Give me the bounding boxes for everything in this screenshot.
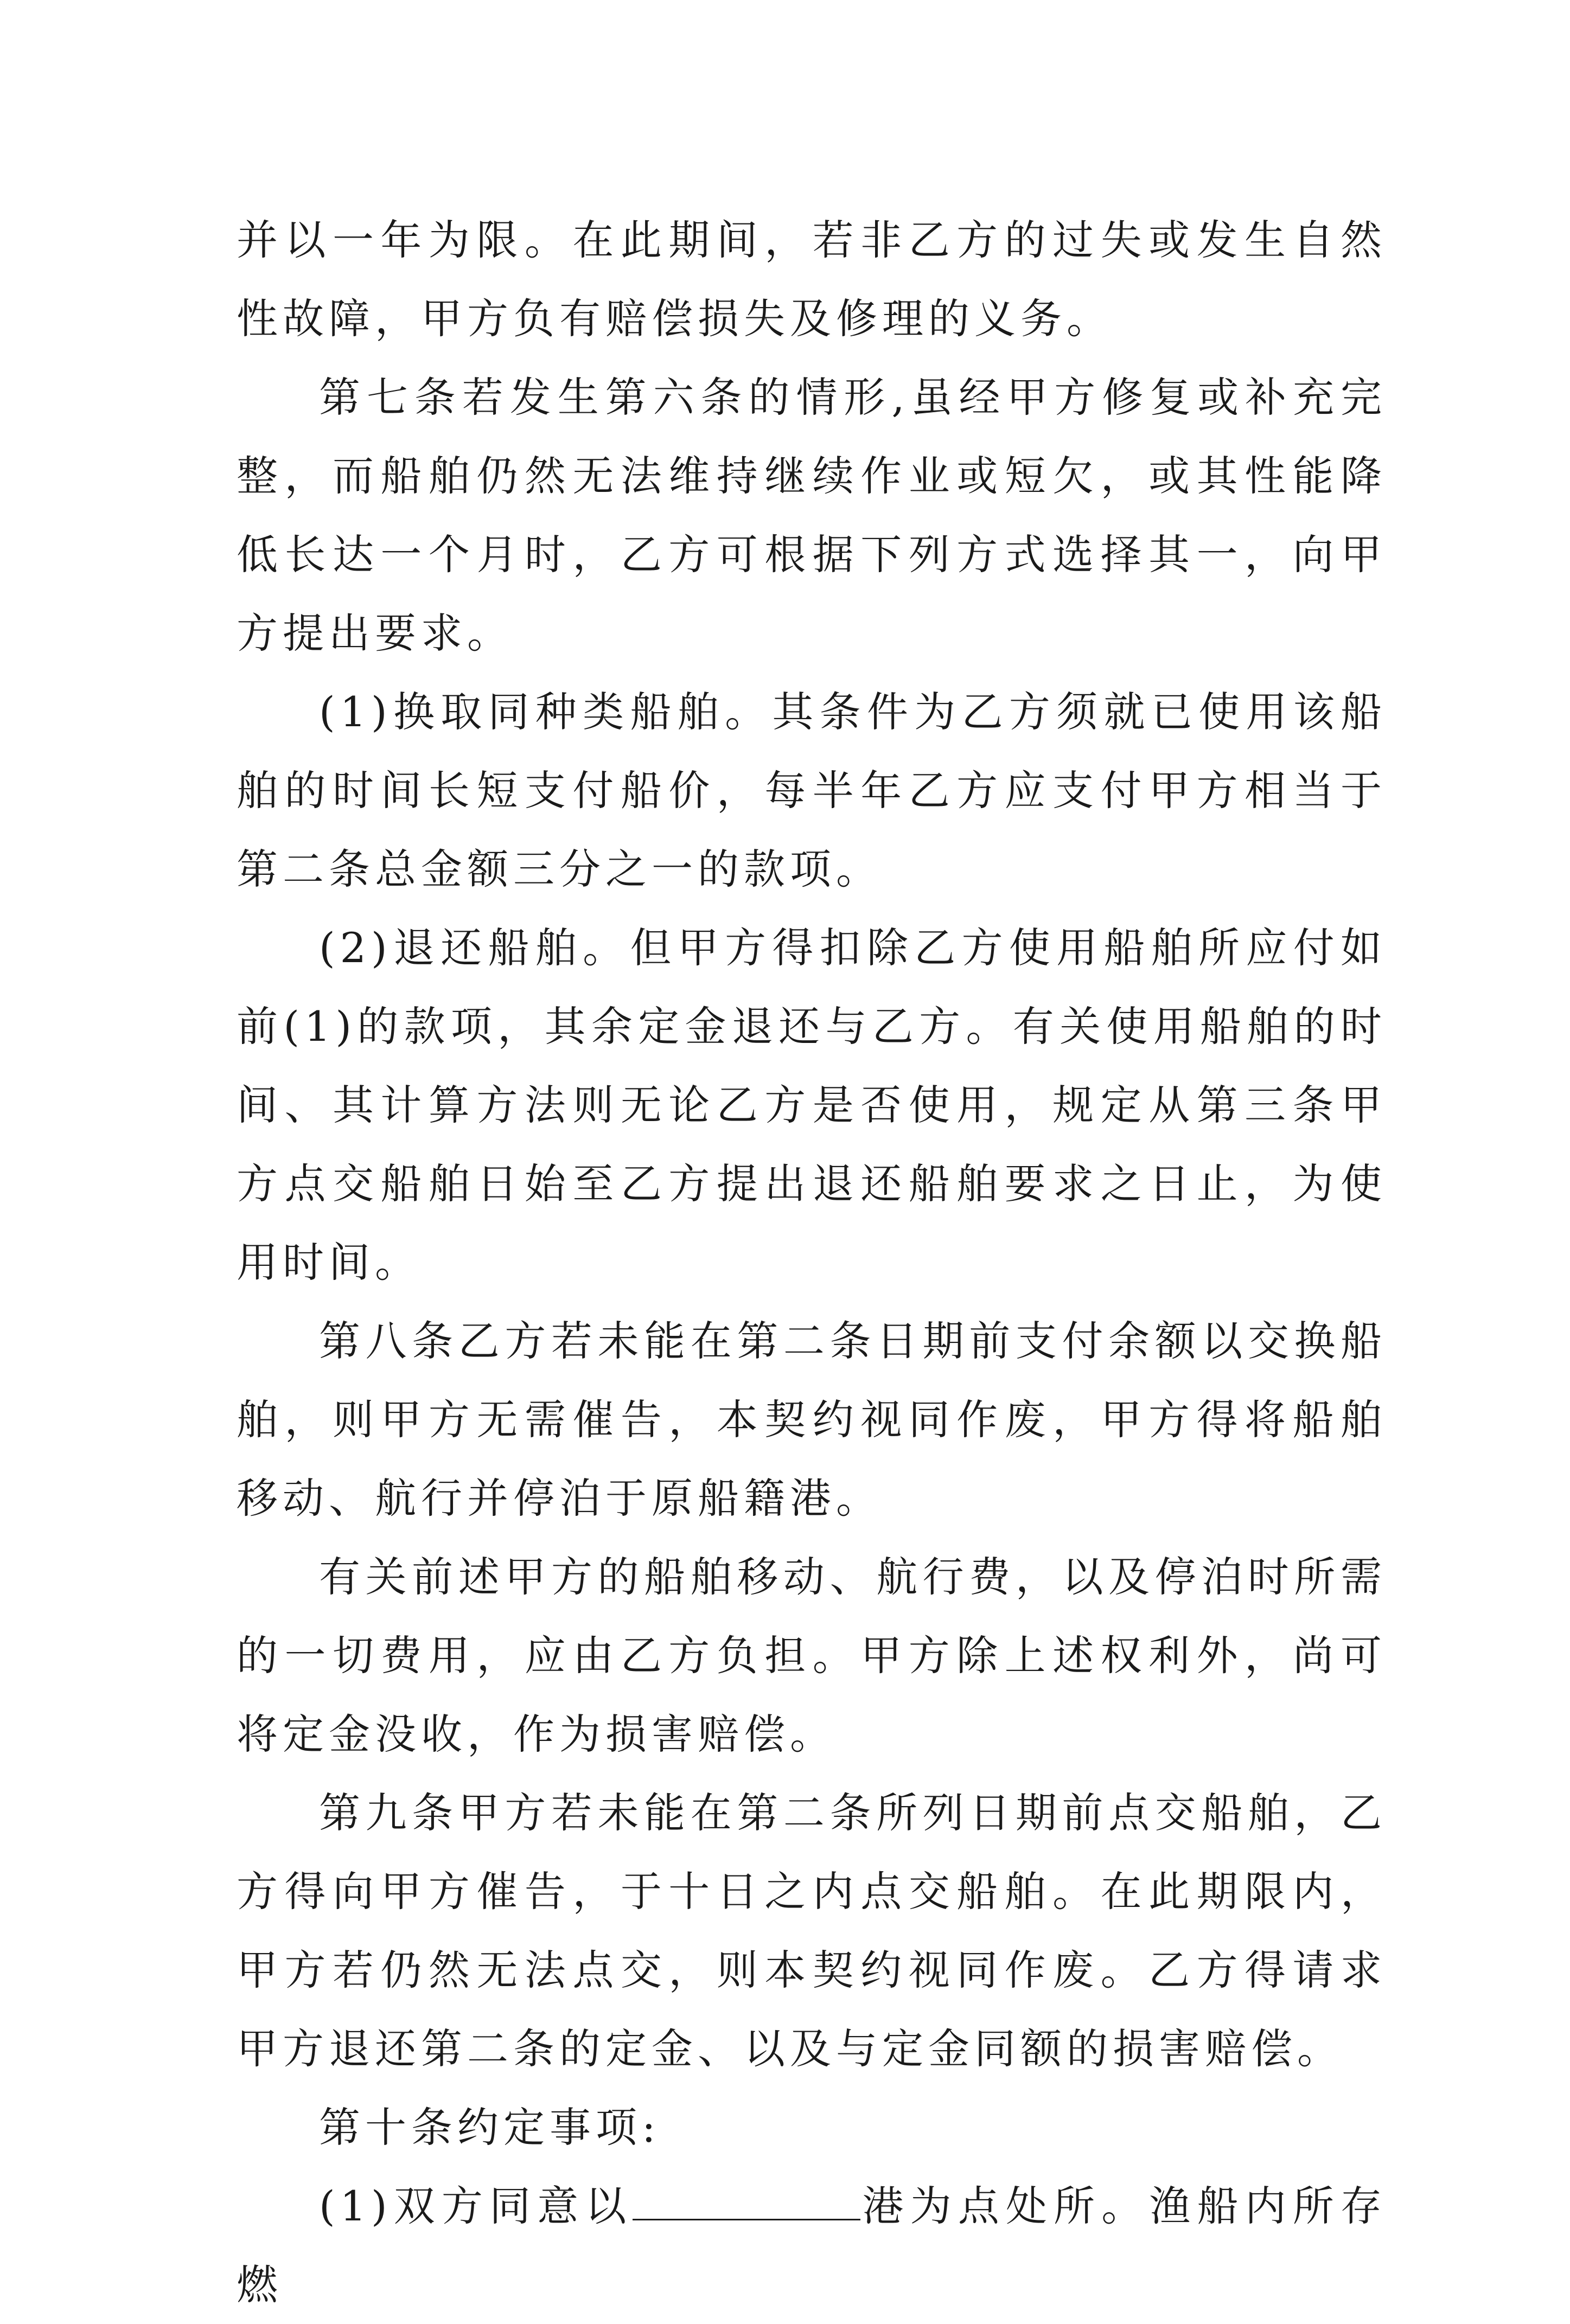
- paragraph: 并以一年为限。在此期间，若非乙方的过失或发生自然性故障，甲方负有赔偿损失及修理的义务。: [237, 216, 1387, 343]
- document-body: [237, 201, 1387, 2324]
- agreement-text-after-blank: 港为点处所。渔船内所存燃: [237, 2182, 1387, 2309]
- paragraph-article-9: 第九条甲方若未能在第二条所列日期前点交船舶，乙方得向甲方催告，于十日之内点交船舶。在此期限内，甲方若仍然无法点交，则本契约视同作废。乙方得请求甲方退还第二条的定金、以及与定金同额的损害赔偿。: [237, 1789, 1387, 2073]
- paragraph-article-8: 第八条乙方若未能在第二条日期前支付余额以交换船舶，则甲方无需催告，本契约视同作废，甲方得将船舶移动、航行并停泊于原船籍港。: [237, 1317, 1387, 1522]
- paragraph-item-1: (1)换取同种类船舶。其条件为乙方须就已使用该船舶的时间长短支付船价，每半年乙方应支付甲方相当于第二条总金额三分之一的款项。: [237, 688, 1387, 893]
- paragraph-article-10: 第十条约定事项:: [319, 2103, 661, 2152]
- paragraph-item-2: (2)退还船舶。但甲方得扣除乙方使用船舶所应付如前(1)的款项，其余定金退还与乙方。有关使用船舶的时间、其计算方法则无论乙方是否使用，规定从第三条甲方点交船舶日始至乙方提出退还船舶要求之日止，为使用时间。: [237, 924, 1387, 1286]
- paragraph-article-7: 第七条若发生第六条的情形,虽经甲方修复或补充完整，而船舶仍然无法维持继续作业或短欠，或其性能降低长达一个月时，乙方可根据下列方式选择其一，向甲方提出要求。: [237, 373, 1387, 657]
- agreement-text-before-blank: (1)双方同意以: [319, 2182, 633, 2230]
- fill-in-blank[interactable]: [633, 2186, 860, 2220]
- paragraph-agreement-item-1: [237, 2167, 1387, 2324]
- paragraph-expenses: 有关前述甲方的船舶移动、航行费，以及停泊时所需的一切费用，应由乙方负担。甲方除上述权利外，尚可将定金没收，作为损害赔偿。: [237, 1553, 1387, 1758]
